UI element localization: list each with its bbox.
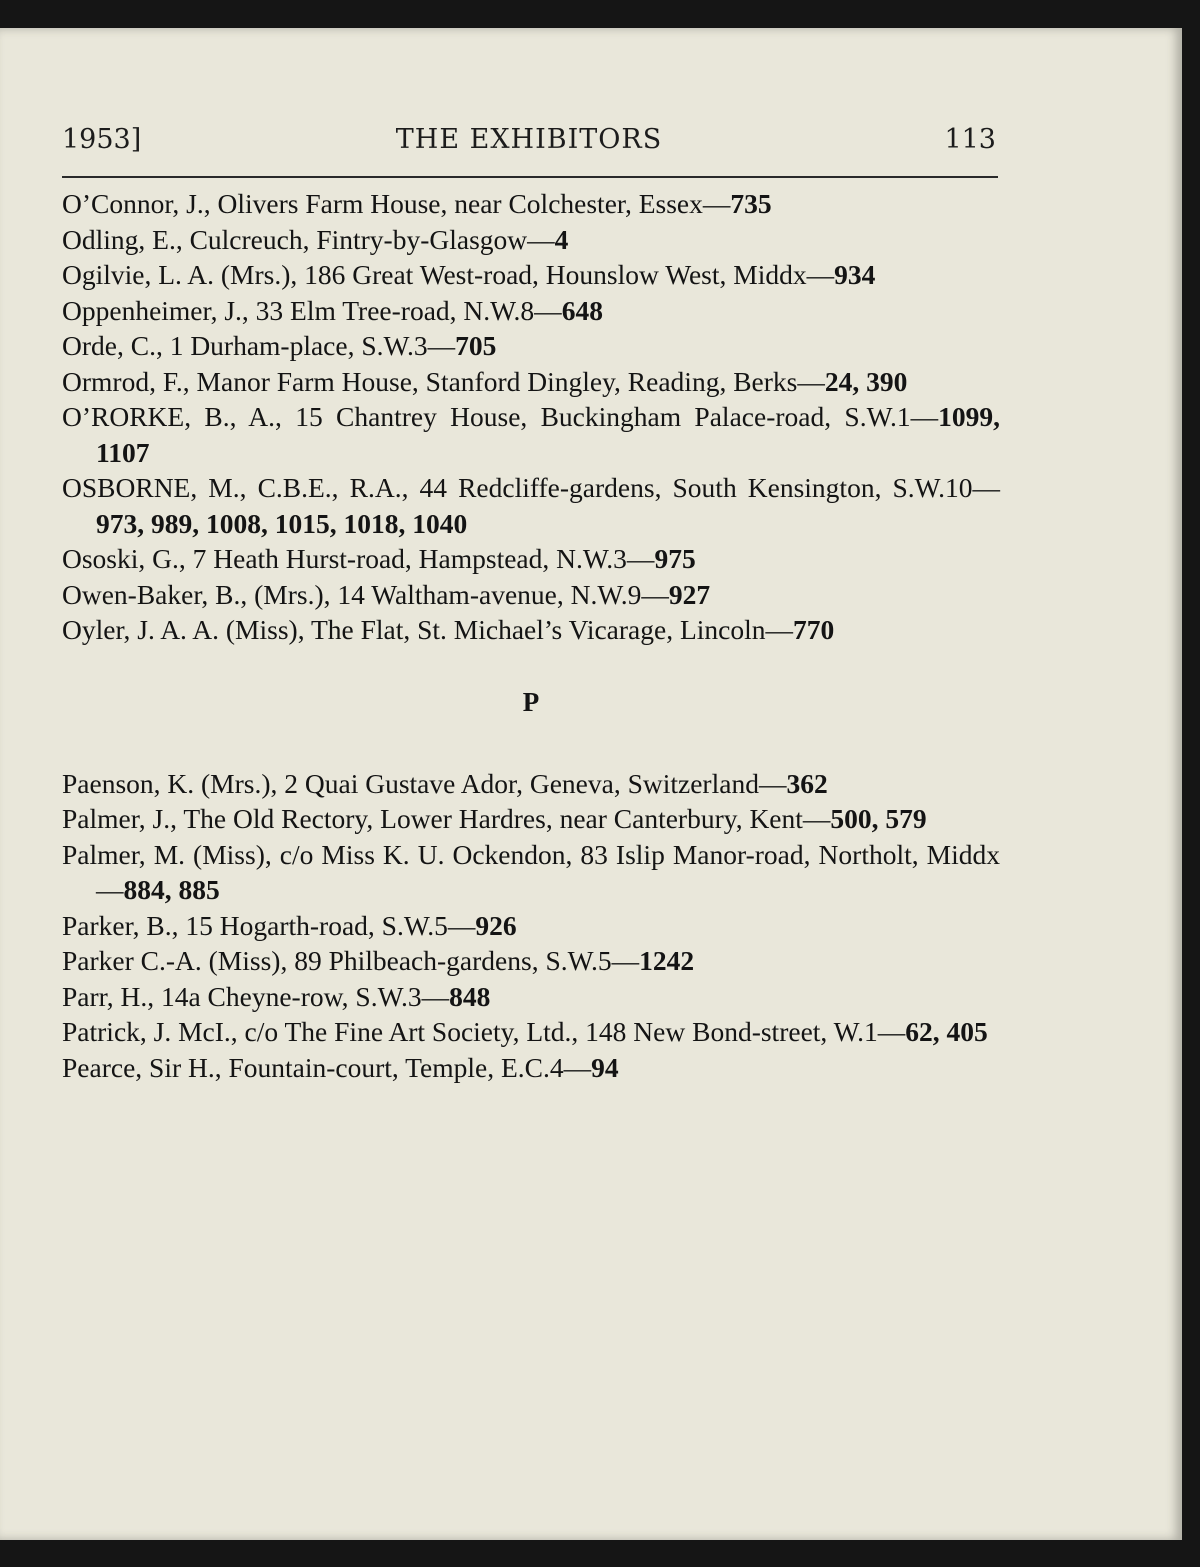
- list-item: Odling, E., Culcreuch, Fintry-by-Glasgow—4: [62, 223, 569, 255]
- list-item: Palmer, J., The Old Rectory, Lower Hardres, near Canterbury, Kent—500, 579: [62, 803, 927, 834]
- header-year: 1953]: [62, 124, 142, 155]
- list-item: Parr, H., 14a Cheyne-row, S.W.3—848: [62, 980, 491, 1012]
- list-item: Oppenheimer, J., 33 Elm Tree-road, N.W.8—648: [62, 294, 603, 326]
- list-item: Ormrod, F., Manor Farm House, Stanford Dingley, Reading, Berks—24, 390: [62, 365, 908, 397]
- page-number: 113: [944, 124, 996, 155]
- list-item: Parker, B., 15 Hogarth-road, S.W.5—926: [62, 909, 517, 941]
- list-item: O’Connor, J., Olivers Farm House, near Colchester, Essex—735: [62, 188, 772, 219]
- list-item: Owen-Baker, B., (Mrs.), 14 Waltham-avenue, N.W.9—927: [62, 578, 711, 610]
- list-item: Orde, C., 1 Durham-place, S.W.3—705: [62, 330, 497, 361]
- running-header: [62, 124, 996, 164]
- list-item: Paenson, K. (Mrs.), 2 Quai Gustave Ador, Geneva, Switzerland—362: [62, 767, 828, 799]
- list-item: OSBORNE, M., C.B.E., R.A., 44 Redcliffe-gardens, South Kensington, S.W.10—973, 989, 1008, 1015, 1018, 1040: [62, 472, 1000, 539]
- list-item: Palmer, M. (Miss), c/o Miss K. U. Ockendon, 83 Islip Manor-road, Northolt, Middx—884, 885: [62, 838, 1000, 905]
- p-section: [62, 766, 1000, 1086]
- list-item: Patrick, J. McI., c/o The Fine Art Society, Ltd., 148 New Bond-street, W.1—62, 405: [62, 1016, 988, 1047]
- header-rule: [62, 176, 998, 178]
- o-section: [62, 186, 1000, 648]
- header-title: THE EXHIBITORS: [395, 124, 663, 155]
- list-item: Parker C.-A. (Miss), 89 Philbeach-gardens, S.W.5—1242: [62, 945, 695, 976]
- exhibitor-list: [62, 186, 1000, 1085]
- list-item: Ososki, G., 7 Heath Hurst-road, Hampstead, N.W.3—975: [62, 543, 696, 574]
- list-item: Ogilvie, L. A. (Mrs.), 186 Great West-road, Hounslow West, Middx—934: [62, 259, 876, 290]
- list-item: Oyler, J. A. A. (Miss), The Flat, St. Michael’s Vicarage, Lincoln—770: [62, 614, 835, 645]
- section-letter: P: [522, 686, 540, 717]
- list-item: O’RORKE, B., A., 15 Chantrey House, Buckingham Palace-road, S.W.1—1099, 1107: [62, 401, 1000, 468]
- list-item: Pearce, Sir H., Fountain-court, Temple, E.C.4—94: [62, 1051, 619, 1083]
